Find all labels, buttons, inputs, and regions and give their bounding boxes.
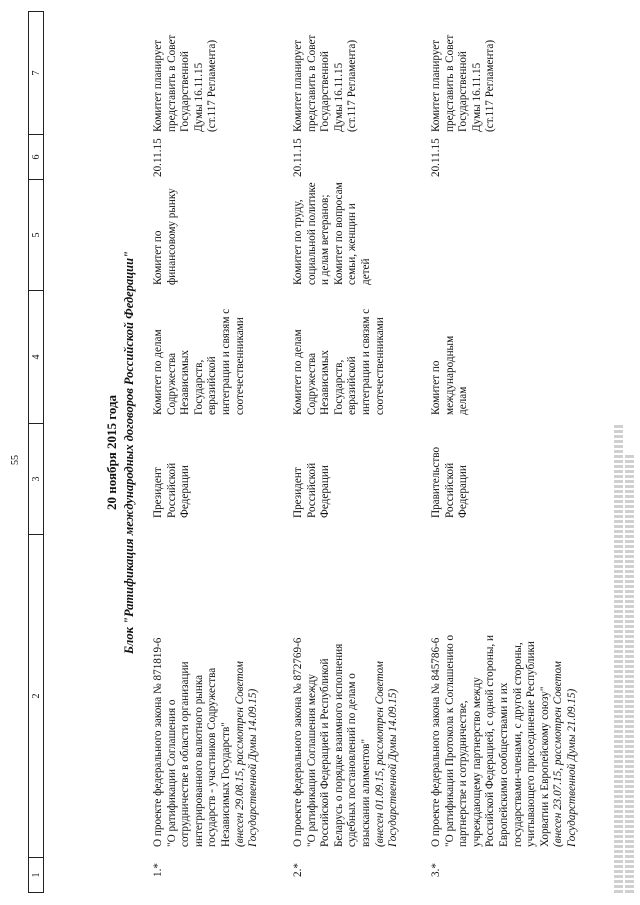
bill-description-line: Независимых Государств" — [219, 722, 232, 847]
bill-description-line: учреждающему партнерство между — [470, 677, 483, 847]
committee-note-line: представить в Совет — [305, 34, 318, 132]
committee-note-line: Комитет планирует — [152, 39, 164, 132]
responsible-committee-line: Комитет по — [430, 360, 442, 415]
responsible-committee-line: Независимых — [319, 350, 332, 415]
bill-description-italic-line: Государственной Думы 14.09.15) — [247, 688, 260, 847]
consideration-date: 20.11.15 — [152, 138, 164, 177]
date-heading: 20 ноября 2015 года — [104, 394, 119, 511]
column-number: 5 — [29, 180, 44, 291]
responsible-committee-line: евразийской — [206, 356, 219, 415]
column-number: 2 — [29, 535, 44, 858]
responsible-committee-line: Комитет по делам — [152, 329, 164, 415]
responsible-committee-line: интеграции и связям с — [359, 308, 372, 415]
co-committees-line: Комитет по — [152, 230, 164, 285]
co-committees-line: детей — [359, 258, 372, 285]
committee-note-line: Думы 16.11.15 — [332, 62, 345, 132]
initiator-line: Российской — [305, 462, 318, 518]
consideration-date: 20.11.15 — [292, 138, 304, 177]
co-committees-line: Комитет по вопросам — [332, 182, 345, 285]
co-committees-line: и делам ветеранов; — [319, 194, 332, 285]
column-number: 1 — [29, 858, 44, 893]
bill-description-line: О проекте федерального закона № 871819-6 — [152, 637, 164, 847]
committee-note-line: (ст.117 Регламента) — [206, 39, 219, 132]
bill-description — [292, 547, 401, 847]
responsible-committee-line: Содружества — [165, 352, 178, 415]
committee-note-line: Думы 16.11.15 — [192, 62, 205, 132]
footer-note — [612, 373, 636, 893]
bill-description-line: "О ратификации Соглашения между — [305, 674, 318, 847]
bill-description — [152, 547, 261, 847]
bill-description-italic-line: (внесен 29.08.15, рассмотрен Советом — [233, 661, 246, 847]
bill-description-line: взыскании алиментов" — [359, 738, 372, 847]
bill-description-line: О проекте федерального закона № 872769-6 — [292, 637, 304, 847]
co-committees-line: Комитет по труду, — [292, 199, 304, 285]
initiator — [430, 428, 471, 518]
initiator — [292, 428, 333, 518]
bill-description-line: "О ратификации Соглашения о — [165, 699, 178, 847]
responsible-committee-line: Государств, — [192, 359, 205, 415]
initiator-line: Федерации — [457, 465, 470, 518]
committee-note-line: представить в Совет — [165, 34, 178, 132]
committee-note-line: Государственной — [457, 51, 470, 132]
bill-description-line: Российской Федерацией и Республикой — [319, 658, 332, 847]
responsible-committee-line: Независимых — [179, 350, 192, 415]
bill-description-line: Европейскими сообществами и их — [497, 682, 510, 847]
responsible-committee-line: делам — [457, 386, 470, 415]
bill-description-italic-line: (внесен 23.07.15, рассмотрен Советом — [552, 661, 565, 847]
column-number: 3 — [29, 424, 44, 535]
committee-note-line: Комитет планирует — [292, 39, 304, 132]
bill-description-line: сотрудничестве в области организации — [179, 661, 192, 847]
initiator-line: Президент — [292, 467, 304, 518]
bill-description-line: Хорватии к Европейскому союзу" — [538, 686, 551, 847]
responsible-committee-line: интеграции и связям с — [219, 308, 232, 415]
bill-description-line: интегрированного валютного рынка — [192, 674, 205, 847]
bill-description-line: О проекте федерального закона № 845786-6 — [430, 637, 442, 847]
bill-description-line: партнерстве и сотрудничестве, — [457, 700, 470, 847]
initiator-line: Федерации — [179, 465, 192, 518]
co-committees-line: семьи, женщин и — [346, 203, 359, 285]
responsible-committee-line: Комитет по делам — [292, 329, 304, 415]
committee-note-line: Государственной — [179, 51, 192, 132]
bill-description-line: государствами-членами, с другой стороны, — [511, 642, 524, 847]
row-number: 1.* — [152, 863, 164, 877]
row-number: 3.* — [430, 863, 442, 877]
bill-description-italic-line: Государственной Думы 21.09.15) — [565, 688, 578, 847]
bill-description-line: учитывающего присоединение Республики — [525, 641, 538, 847]
initiator-line: Российской — [443, 462, 456, 518]
responsible-committee — [152, 295, 247, 415]
page-number: 55 — [10, 455, 21, 465]
committee-note-line: представить в Совет — [443, 34, 456, 132]
row-number: 2.* — [292, 863, 304, 877]
co-committees-line: финансовому рынку — [165, 188, 178, 285]
column-number-header — [28, 11, 44, 893]
responsible-committee-line: международным — [443, 335, 456, 415]
bill-description-line: судебных постановлений по делам о — [346, 673, 359, 847]
committee-note-line: (ст.117 Регламента) — [484, 39, 497, 132]
responsible-committee-line: соотечественниками — [233, 317, 246, 415]
committee-note — [430, 14, 498, 132]
column-number: 4 — [29, 291, 44, 424]
responsible-committee-line: соотечественниками — [373, 317, 386, 415]
committee-note-line: Думы 16.11.15 — [470, 62, 483, 132]
block-title: Блок "Ратификация международных договоров Российской Федерации" — [122, 251, 136, 655]
committee-note-line: (ст.117 Регламента) — [346, 39, 359, 132]
bill-description — [430, 547, 580, 847]
responsible-committee — [430, 295, 471, 415]
initiator-line: Президент — [152, 467, 164, 518]
committee-note — [152, 14, 220, 132]
responsible-committee-line: евразийской — [346, 356, 359, 415]
bill-description-italic-line: Государственной Думы 14.09.15) — [387, 688, 400, 847]
bill-description-line: "О ратификации Протокола к Соглашению о — [443, 634, 456, 847]
initiator — [152, 428, 193, 518]
bill-description-line: Российской Федерацией, с одной стороны, и — [484, 635, 497, 847]
responsible-committee — [292, 295, 387, 415]
co-committees-line: социальной политике — [305, 182, 318, 285]
initiator-line: Российской — [165, 462, 178, 518]
committee-note — [292, 14, 360, 132]
initiator-line: Федерации — [319, 465, 332, 518]
consideration-date: 20.11.15 — [430, 138, 442, 177]
column-number: 7 — [29, 12, 44, 135]
bill-description-italic-line: (внесен 01.09.15, рассмотрен Советом — [373, 661, 386, 847]
committee-note-line: Государственной — [319, 51, 332, 132]
initiator-line: Правительство — [430, 446, 442, 518]
committee-note-line: Комитет планирует — [430, 39, 442, 132]
bill-description-line: государств - участников Содружества — [206, 667, 219, 847]
responsible-committee-line: Содружества — [305, 352, 318, 415]
responsible-committee-line: Государств, — [332, 359, 345, 415]
column-number: 6 — [29, 135, 44, 180]
co-committees — [292, 180, 374, 285]
co-committees — [152, 180, 179, 285]
bill-description-line: Беларусь о порядке взаимного исполнения — [332, 643, 345, 847]
